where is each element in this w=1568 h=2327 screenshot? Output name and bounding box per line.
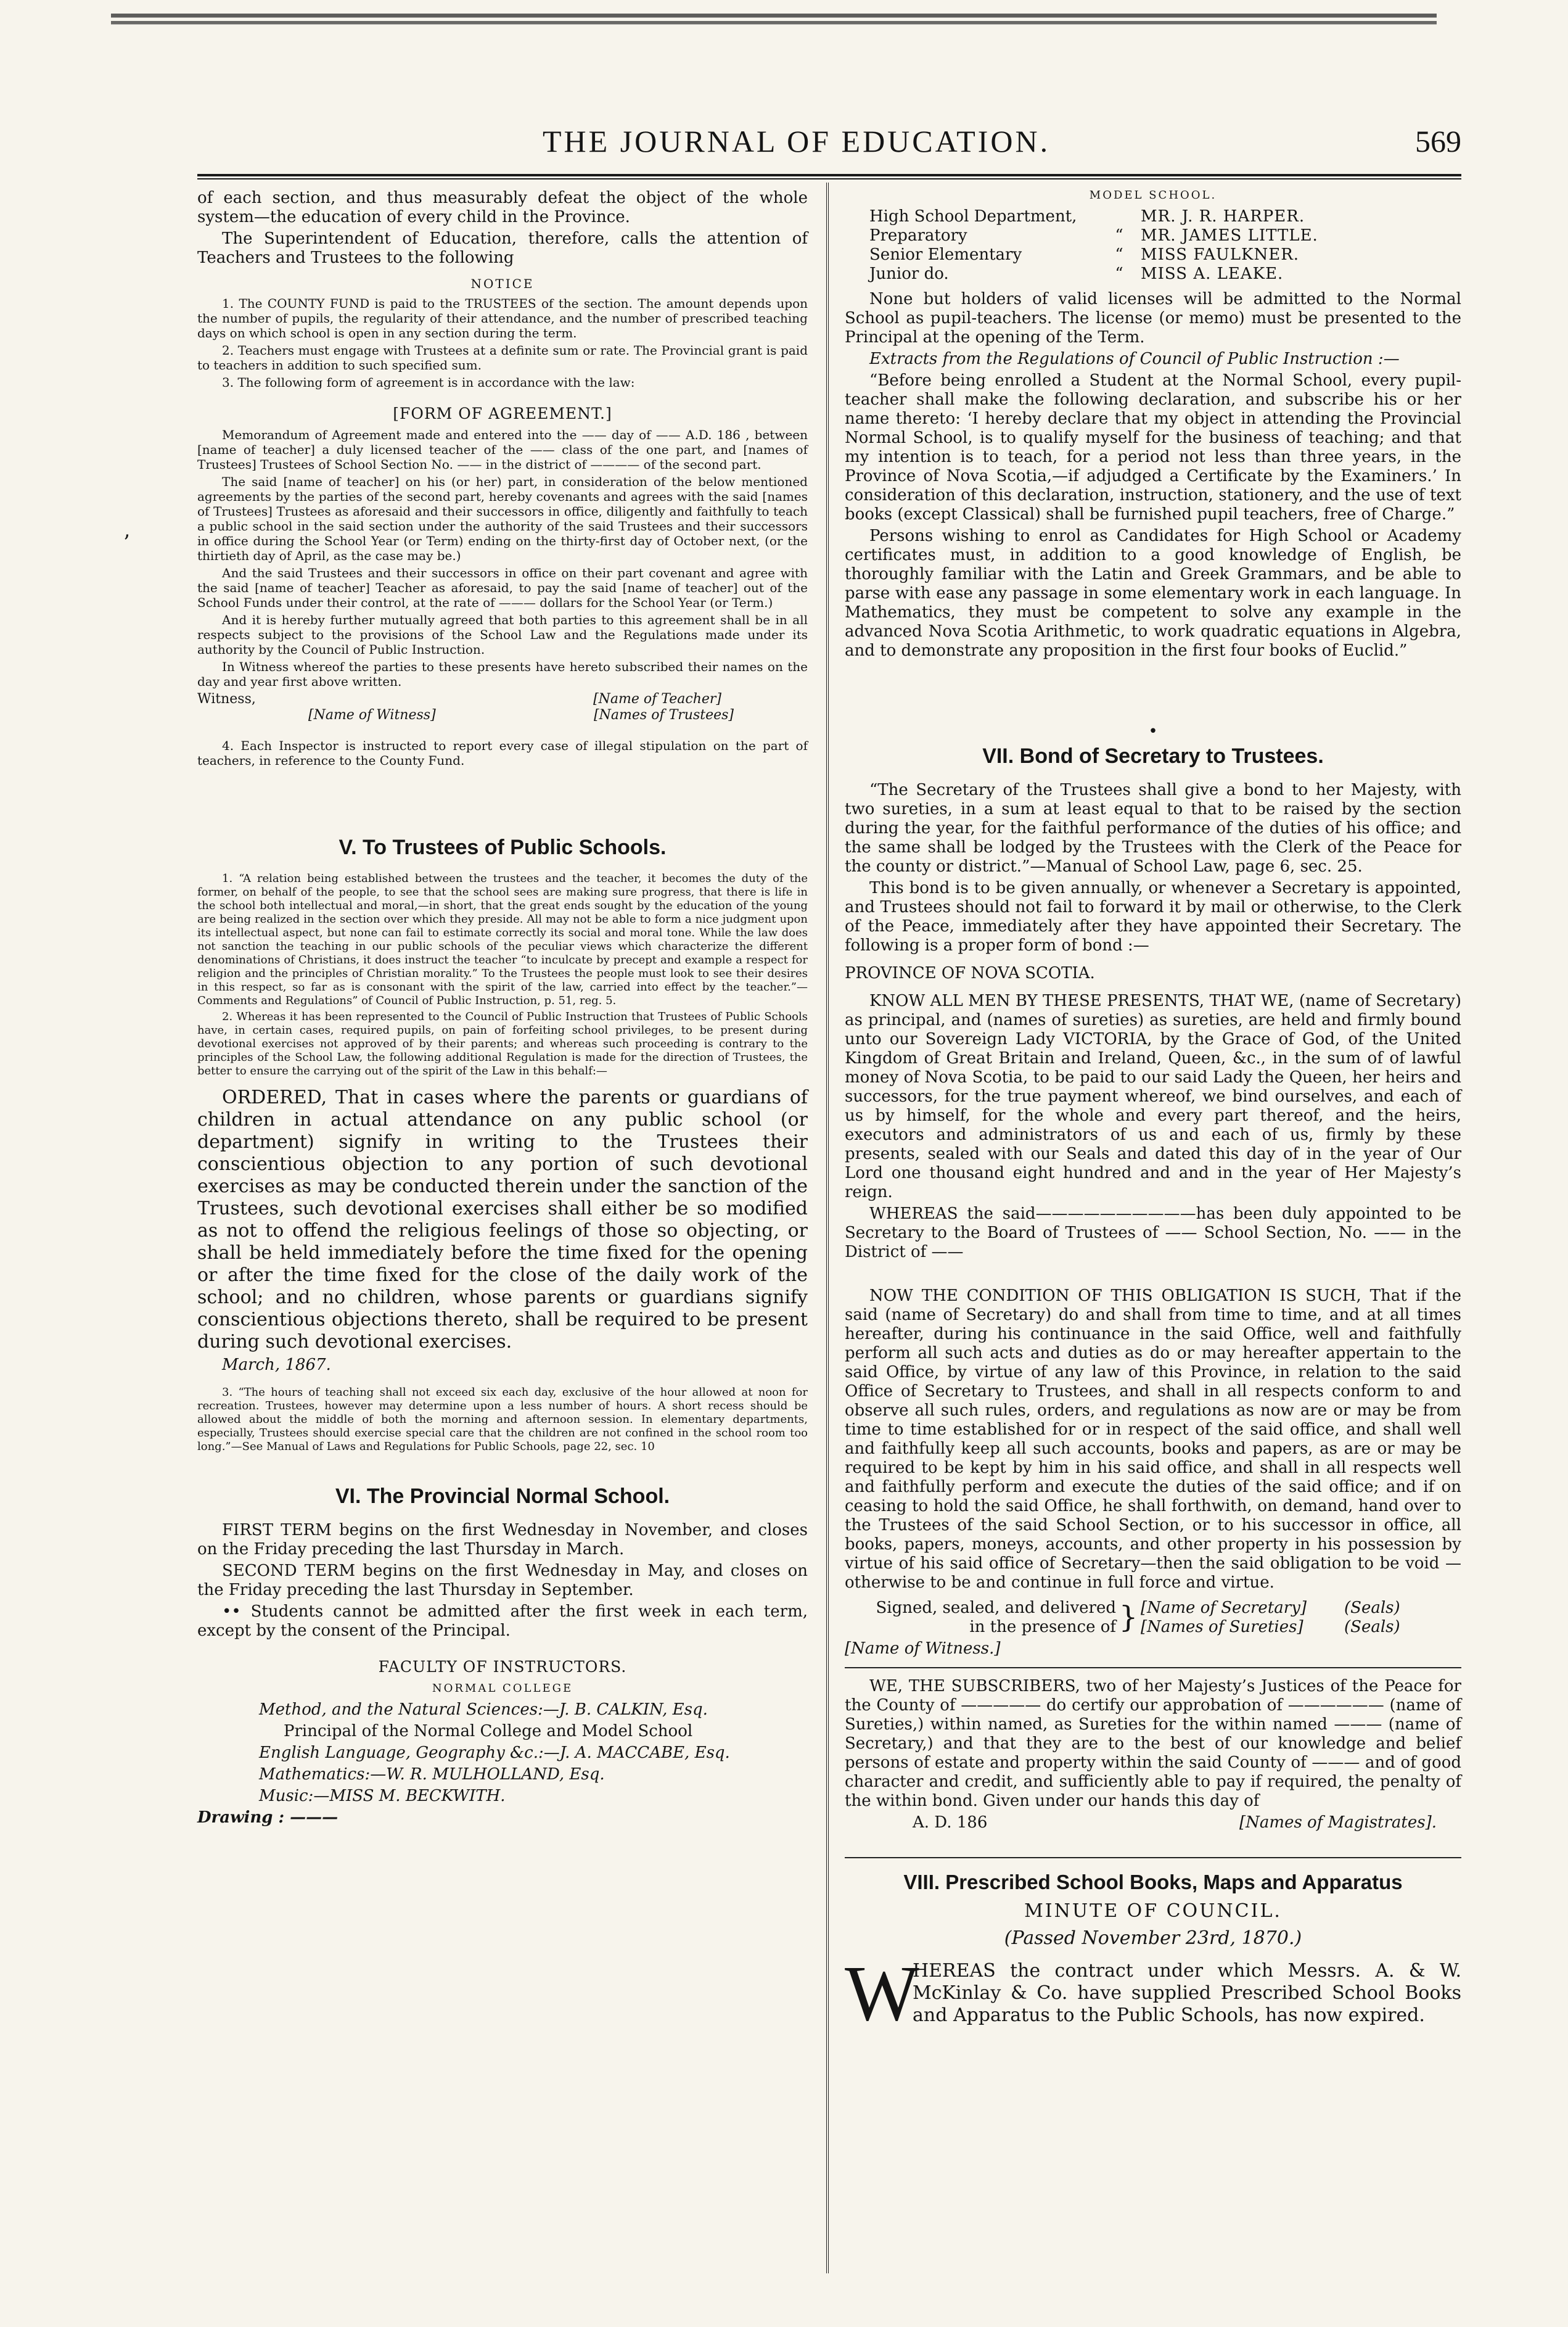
faculty-mathematics: Mathematics:—W. R. MULHOLLAND, Esq. bbox=[259, 1765, 605, 1784]
ordered-date: March, 1867. bbox=[222, 1356, 331, 1374]
faculty-drawing: Drawing : ——— bbox=[197, 1808, 339, 1827]
staff-row bbox=[869, 245, 1461, 265]
sig-secretary: [Name of Secretary] bbox=[1141, 1599, 1307, 1617]
page-number: 569 bbox=[1415, 124, 1461, 159]
bond-paragraph-1: “The Secretary of the Trustees shall give a bond to her Majesty, with two sureties, in a sum at least equal to that to be raised by the section during the year, for the faithful performance of the duties of his office; and the same shall be lodged by the Trustees with the Clerk of the Peace for the county or district.”—Manual of School Law, page 6, sec. 25. bbox=[845, 781, 1461, 876]
ordered-paragraph: ORDERED, That in cases where the parents or guardians of children in actual attendance on any public school (or department) signify in writing to the Trustees their conscientious objection to any portion of such devotional exercises as may be conducted therein under the sanction of the Trustees, such devotional exercises shall either be so modified as not to offend the religious feelings of those so objecting, or shall be held immediately before the time fixed for the opening or after the time fixed for the close of the daily work of the school; and no children, whose parents or guardians signify conscientious objections thereto, shall be required to be present during such devotional exercises. bbox=[197, 1087, 808, 1353]
section-dot: • bbox=[1148, 722, 1158, 741]
section-rule bbox=[845, 1667, 1461, 1668]
first-term: FIRST TERM begins on the first Wednesday in November, and closes on the Friday preceding the last Thursday in March. bbox=[197, 1521, 808, 1559]
notice-heading: NOTICE bbox=[470, 276, 535, 291]
candidates-paragraph: Persons wishing to enrol as Candidates for High School or Academy certificates must, in addition to a good knowledge of English, be thoroughly familiar with the Latin and Greek Grammars, and be able to parse with ease any passage in some elementary work in each language. In Mathematics, they must be competent to solve any example in the advanced Nova Scotia Arithmetic, to work quadratic equations in Algebra, and to demonstrate any proposition in the first four books of Euclid.” bbox=[845, 527, 1461, 660]
form-heading: [FORM OF AGREEMENT.] bbox=[393, 405, 612, 422]
province-heading: PROVINCE OF NOVA SCOTIA. bbox=[845, 964, 1095, 982]
staff-name: MR. J. R. HARPER. bbox=[1141, 207, 1305, 226]
model-paragraph: None but holders of valid licenses will be admitted to the Normal School as pupil-teachers. The license (or memo) must be presented to the Principal at the opening of the Term. bbox=[845, 290, 1461, 347]
bond-signature-block bbox=[857, 1599, 1461, 1637]
subscribers-paragraph: WE, THE SUBSCRIBERS, two of her Majesty’s Justices of the Peace for the County of ————— do certify our approbation of —————— (name of Sureties,) within named, as Sureties for the within named ——— (name of Secretary,) and that they are to the best of our knowledge and belief persons of estate and property within the said County of ——— and of good character and credit, and sufficiently able to pay if required, the penalty of the within bond. Given under our hands this day of bbox=[845, 1677, 1461, 1810]
notice-item-3: 3. The following form of agreement is in accordance with the law: bbox=[222, 375, 635, 390]
sig-witness: [Name of Witness] bbox=[308, 707, 436, 723]
signed-line-1: Signed, sealed, and delivered bbox=[876, 1599, 1116, 1617]
final-paragraph-text: HEREAS the contract under which Messrs. A. & W. McKinlay & Co. have supplied Prescribed School Books and Apparatus to the Public Schools, has now expired. bbox=[913, 1960, 1461, 2026]
page-header bbox=[197, 123, 1461, 167]
left-column bbox=[197, 189, 808, 1830]
staff-name: MISS A. LEAKE. bbox=[1141, 265, 1284, 283]
brace-mark: } bbox=[1119, 1600, 1138, 1634]
agreement-paragraph-4: And it is hereby further mutually agreed that both parties to this agreement shall be in all respects subject to the provisions of the School Law and the Regulations made under its authority by the Council of Public Instruction. bbox=[197, 612, 808, 657]
margin-mark: ’ bbox=[123, 530, 130, 555]
signature-row-2 bbox=[197, 707, 808, 723]
condition-paragraph: NOW THE CONDITION OF THIS OBLIGATION IS SUCH, That if the said (name of Secretary) do and shall from time to time, and at all times hereafter, during his continuance in the said Office, well and faithfully perform all such acts and duties as do or may hereafter appertain to the said Office, by virtue of any law of this Province, in relation to the said Office of Secretary to Trustees, and shall in all respects conform to and observe all such rules, orders, and regulations as now are or may be from time to time established for or in respect of the said office, and shall well and faithfully keep all such accounts, books and papers, as are or may be required to be kept by him in his said office, and shall in all respects well and faithfully perform and execute the duties of the said office; and if on ceasing to hold the said Office, he shall forthwith, on demand, hand over to the Trustees of the said School Section, or to his successor in office, all books, papers, moneys, accounts, and other property in his possession by virtue of his said office of Secretary—then the said obligation to be void —otherwise to be and continue in full force and virtue. bbox=[845, 1287, 1461, 1592]
declaration-paragraph: “Before being enrolled a Student at the Normal School, every pupil-teacher shall make the following declaration, and subscribe his or her name thereto: ‘I hereby declare that my object in attending the Provincial Normal School, is to qualify myself for the business of teaching; and that my intention is to teach, for a period not less than three years, in the Province of Nova Scotia,—if adjudged a Certificate by the Examiners.’ In consideration of this declaration, instruction, stationery, and the use of text books (except Classical) shall be furnished pupil teachers, free of Charge.” bbox=[845, 371, 1461, 524]
top-border-rule bbox=[111, 14, 1437, 27]
staff-ditto: “ bbox=[1115, 226, 1123, 245]
model-school-heading: MODEL SCHOOL. bbox=[1089, 189, 1217, 202]
staff-row bbox=[869, 207, 1461, 226]
staff-row bbox=[869, 226, 1461, 245]
notice-item-4: 4. Each Inspector is instructed to report every case of illegal stipulation on the part of teachers, in reference to the County Fund. bbox=[197, 738, 808, 768]
whereas-paragraph: WHEREAS the said——————————has been duly appointed to be Secretary to the Board of Trustees of —— School Section, No. —— in the District of —— bbox=[845, 1205, 1461, 1261]
section-7-title: VII. Bond of Secretary to Trustees. bbox=[982, 744, 1324, 768]
sig-trustees: [Names of Trustees] bbox=[594, 707, 734, 723]
witness-label: Witness, bbox=[197, 691, 256, 707]
signature-row bbox=[197, 691, 808, 707]
drop-cap: W bbox=[845, 1950, 919, 2037]
staff-ditto: “ bbox=[1115, 265, 1123, 283]
right-column bbox=[845, 189, 1461, 2040]
column-divider bbox=[826, 183, 829, 2273]
faculty-principal: Principal of the Normal College and Model School bbox=[284, 1722, 693, 1740]
section-5-paragraph-3: 3. “The hours of teaching shall not exceed six each day, exclusive of the hour allowed at noon for recreation. Trustees, however may determine upon a less number of hours. A short recess should be allowed about the middle of both the morning and afternoon session. In elementary departments, especially, Trustees should exercise special care that the children are not confined in the school room too long.”—See Manual of Laws and Regulations for Public Schools, page 22, sec. 10 bbox=[197, 1386, 808, 1453]
sig-magistrates: [Names of Magistrates]. bbox=[1239, 1813, 1437, 1832]
normal-college-heading: NORMAL COLLEGE bbox=[432, 1682, 573, 1695]
sig-sureties: [Names of Sureties] bbox=[1141, 1618, 1303, 1636]
faculty-english: English Language, Geography &c.:—J. A. MACCABE, Esq. bbox=[259, 1744, 730, 1762]
section-5-paragraph-1: 1. “A relation being established between the trustees and the teacher, it becomes the duty of the former, on behalf of the people, to see that the school sees are making sure progress, that there is life in the school both intellectual and moral,—in short, that the great ends sought by the education of the young are being realized in the section over which they preside. All may not be able to form a nice judgment upon its intellectual aspect, but none can fail to estimate correctly its social and moral tone. While the law does not sanction the teaching in our public schools of the peculiar views which characterize the different denominations of Christians, it does instruct the teacher “to inculcate by precept and example a respect for religion and the principles of Christian morality.” To the Trustees the people must look to see their desires in this respect, so far as is consonant with the spirit of the law, carried into effect by the teacher.”— Comments and Regulations” of Council of Public Instruction, p. 51, reg. 5. bbox=[197, 872, 808, 1007]
intro-paragraph-2: The Superintendent of Education, therefore, calls the attention of Teachers and Trustees to the following bbox=[197, 229, 808, 267]
minute-heading: MINUTE OF COUNCIL. bbox=[1024, 1900, 1282, 1922]
staff-dept: Senior Elementary bbox=[869, 245, 1022, 264]
section-5-paragraph-2: 2. Whereas it has been represented to the Council of Public Instruction that Trustees of Public Schools have, in certain cases, required pupils, on pain of forfeiting school privileges, to be present during devotional exercises not approved of by their parents; and whereas such proceeding is contrary to the principles of the School Law, the following additional Regulation is made for the direction of Trustees, the better to ensure the carrying out of the spirit of the Law in this behalf:— bbox=[197, 1010, 808, 1077]
staff-dept: Junior do. bbox=[869, 265, 949, 283]
staff-ditto: “ bbox=[1115, 245, 1123, 264]
section-6-title: VI. The Provincial Normal School. bbox=[335, 1485, 670, 1508]
agreement-paragraph-5: In Witness whereof the parties to these presents have hereto subscribed their names on the day and year first above written. bbox=[197, 659, 808, 689]
bond-paragraph-2: This bond is to be given annually, or whenever a Secretary is appointed, and Trustees should not fail to forward it by mail or otherwise, to the Clerk of the Peace, immediately after they have appointed their Secretary. The following is a proper form of bond :— bbox=[845, 879, 1461, 955]
faculty-method: Method, and the Natural Sciences:—J. B. CALKIN, Esq. bbox=[259, 1700, 708, 1719]
intro-paragraph: of each section, and thus measurably defeat the object of the whole system—the education of every child in the Province. bbox=[197, 189, 808, 226]
section-rule bbox=[845, 1857, 1461, 1858]
final-paragraph bbox=[845, 1950, 1461, 2040]
faculty-heading: FACULTY OF INSTRUCTORS. bbox=[378, 1658, 627, 1676]
sig-teacher: [Name of Teacher] bbox=[593, 691, 721, 707]
agreement-paragraph-3: And the said Trustees and their successors in office on their part covenant and agree with the said [name of teacher] Teacher as aforesaid, to pay the said [name of teacher] out of the School Funds under their control, at the rate of ——— dollars for the School Year (or Term.) bbox=[197, 566, 808, 610]
model-staff-list bbox=[869, 207, 1461, 284]
section-8-title: VIII. Prescribed School Books, Maps and Apparatus bbox=[903, 1871, 1403, 1893]
header-rule bbox=[197, 174, 1461, 179]
staff-name: MISS FAULKNER. bbox=[1141, 245, 1300, 264]
agreement-paragraph-1: Memorandum of Agreement made and entered into the —— day of —— A.D. 186 , between [name of teacher] a duly licensed teacher of the —— class of the one part, and [names of Trustees] Trustees of School Section No. —— in the district of ———— of the second part. bbox=[197, 427, 808, 472]
magistrates-row bbox=[845, 1813, 1461, 1832]
admission-note: •• Students cannot be admitted after the first week in each term, except by the consent of the Principal. bbox=[197, 1602, 808, 1640]
seals-1: (Seals) bbox=[1344, 1599, 1400, 1617]
faculty-music: Music:—MISS M. BECKWITH. bbox=[259, 1787, 506, 1805]
agreement-paragraph-2: The said [name of teacher] on his (or her) part, in consideration of the below mentioned agreements by the parties of the second part, hereby covenants and agrees with the said [names of Trustees] Trustees as aforesaid and their successors in office, diligently and faithfully to teach a public school in the said section under the authority of the said Trustees and their successors in office during the School Year (or Term) ending on the thirty-first day of October next, (or the thirtieth day of April, as the case may be.) bbox=[197, 474, 808, 563]
staff-dept: High School Department, bbox=[869, 207, 1077, 226]
staff-row bbox=[869, 265, 1461, 284]
know-all-paragraph: KNOW ALL MEN BY THESE PRESENTS, THAT WE, (name of Secretary) as principal, and (names of sureties) as sureties, are held and firmly bound unto our Sovereign Lady VICTORIA, by the Grace of God, of the United Kingdom of Great Britain and Ireland, Queen, &c., in the sum of of lawful money of Nova Scotia, to be paid to our said Lady the Queen, her heirs and successors, for the true payment whereof, we bind ourselves, and each of us by himself, for the whole and every part thereof, and the heirs, executors and administrators of us and each of us, firmly by these presents, sealed with our Seals and dated this day of in the year of Our Lord one thousand eight hundred and and in the year of Her Majesty’s reign. bbox=[845, 992, 1461, 1201]
second-term: SECOND TERM begins on the first Wednesday in May, and closes on the Friday preceding the last Thursday in September. bbox=[197, 1562, 808, 1599]
section-5-title: V. To Trustees of Public Schools. bbox=[339, 836, 667, 859]
signed-line-2: in the presence of bbox=[969, 1618, 1116, 1636]
journal-title: THE JOURNAL OF EDUCATION. bbox=[543, 124, 1051, 159]
seals-2: (Seals) bbox=[1344, 1618, 1400, 1636]
passed-date: (Passed November 23rd, 1870.) bbox=[1004, 1927, 1302, 1949]
notice-item-2: 2. Teachers must engage with Trustees at a definite sum or rate. The Provincial grant is paid to teachers in addition to such specified sum. bbox=[197, 343, 808, 373]
sig-witness-bond: [Name of Witness.] bbox=[845, 1639, 1001, 1658]
notice-item-1: 1. The COUNTY FUND is paid to the TRUSTEES of the section. The amount depends upon the number of pupils, the regularity of their attendance, and the number of prescribed teaching days on which school is open in any section during the term. bbox=[197, 296, 808, 340]
staff-name: MR. JAMES LITTLE. bbox=[1141, 226, 1318, 245]
staff-dept: Preparatory bbox=[869, 226, 967, 245]
staff-ditto bbox=[1098, 207, 1141, 226]
anno-domini: A. D. 186 bbox=[913, 1813, 988, 1832]
extracts-heading: Extracts from the Regulations of Council of Public Instruction :— bbox=[869, 350, 1400, 368]
